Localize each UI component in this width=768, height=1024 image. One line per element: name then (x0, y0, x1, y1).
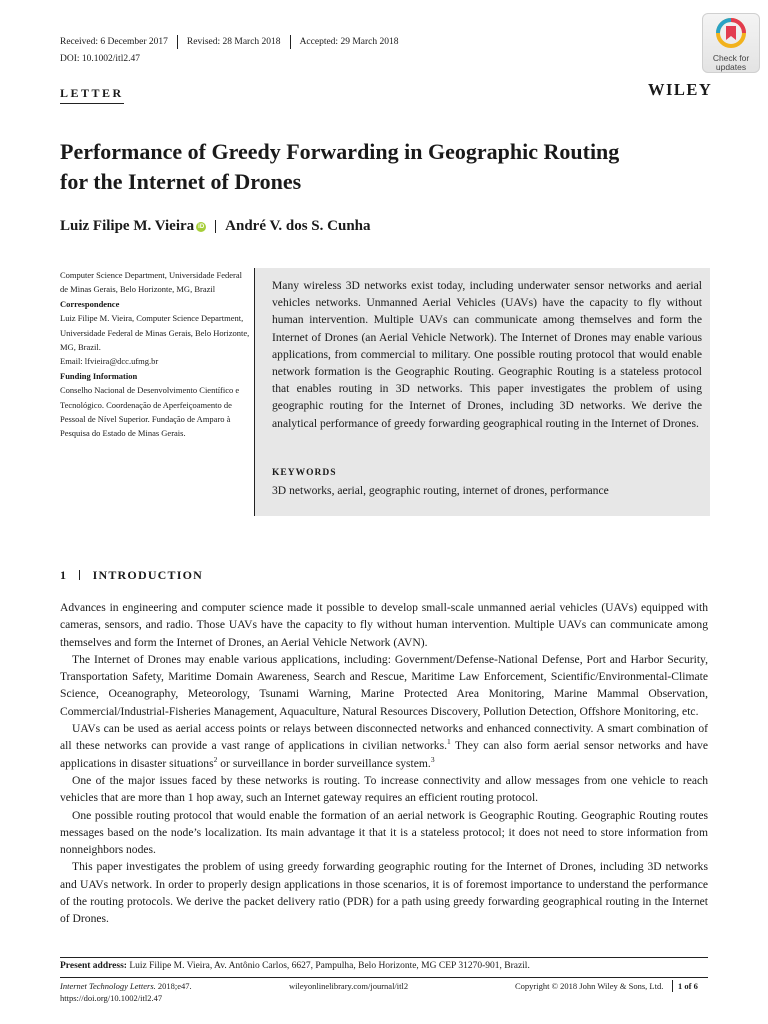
paragraph: UAVs can be used as aerial access points or relays between disconnected networks and enhanced connectivity. A smart combination of all these networks can provide a vast range of applications in civilian networks.$^1$ They can also form aerial sensor networks and have applications in disaster situations$^2$ or surveillance in border surveillance system.$^3$ (60, 722, 708, 770)
paper-title: Performance of Greedy Forwarding in Geographic Routing for the Internet of Drones (60, 139, 620, 194)
author-name[interactable]: André V. dos S. Cunha (225, 218, 371, 234)
affiliation-column (60, 268, 250, 441)
received-date: Received: 6 December 2017 (60, 37, 168, 47)
abstract-box (254, 268, 710, 516)
correspondence-heading: Correspondence (60, 298, 120, 309)
paragraph: One possible routing protocol that would enable the formation of an aerial network is Geographic Routing. Geographic Routing routes messages based on the node’s localization. Its main advantage it that it is a stateless protocol; it does not need to store information from nonneighbors nodes. (60, 808, 708, 857)
copyright: Copyright © 2018 John Wiley & Sons, Ltd. (515, 981, 664, 991)
publisher-logo: WILEY (648, 80, 713, 99)
section-number: 1 (60, 568, 68, 582)
revised-date: Revised: 28 March 2018 (186, 37, 281, 47)
body-text (60, 599, 708, 928)
accepted-date: Accepted: 29 March 2018 (299, 37, 399, 47)
check-updates-icon (716, 18, 746, 48)
citation-link[interactable]: 1 (446, 737, 451, 747)
paragraph: Advances in engineering and computer science made it possible to develop small-scale unmanned aerial vehicles (UAVs) equipped with cameras, sensors, and radio. Those UAVs have the capacity to fly without human intervention. Multiple UAVs can communicate among themselves and form the Internet of Drones, an Aerial Vehicle Network (AVN). (60, 601, 708, 649)
paragraph: One of the major issues faced by these networks is routing. To increase connectivity and allow messages from one vehicle to reach vehicles that are more than 1 hop away, such an Internet gateway requires an efficient routing protocol. (60, 773, 708, 805)
orcid-icon[interactable]: iD (198, 223, 205, 230)
citation-link[interactable]: 2 (213, 754, 218, 764)
check-updates-label: Check for updates (712, 53, 750, 72)
correspondence-text: Luiz Filipe M. Vieira, Computer Science Department, Universidade Federal de Minas Gerais, Belo Horizonte, MG, Brazil. (60, 313, 250, 353)
author-divider (215, 220, 216, 233)
journal-site-link[interactable]: wileyonlinelibrary.com/journal/itl2 (289, 981, 409, 991)
doi: DOI: 10.1002/itl2.47 (60, 54, 140, 64)
author-name[interactable]: Luiz Filipe M. Vieira (60, 218, 195, 234)
section-title: INTRODUCTION (92, 568, 204, 582)
author-list (60, 218, 371, 235)
citation-link[interactable]: 3 (430, 754, 435, 764)
footer-divider (60, 977, 708, 978)
funding-text: Conselho Nacional de Desenvolvimento Científico e Tecnológico. Coordenação de Aperfeiçoamento de Pessoal de Nível Superior. Fundação de Amparo à Pesquisa do Estado de Minas Gerais. (60, 385, 240, 439)
paragraph: The Internet of Drones may enable various applications, including: Government/Defense-National Defense, Port and Harbor Security, Transportation Safety, Maritime Domain Awareness, Search and Rescue, Maritime Law Enforcement, Scientific/Environmental-Climate Science, Oceanography, Meteorology, Tsunami Warning, Marine Protected Area Monitoring, Marine Mammal Observation, Commercial/Industrial-Fisheries Management, Aquaculture, Natural Resources Discovery, Pollution Detection, Offshore Monitoring, etc. (60, 652, 708, 718)
article-type: LETTER (60, 86, 124, 104)
abstract-text: Many wireless 3D networks exist today, including underwater sensor networks and aerial vehicles networks. Unmanned Aerial Vehicles (UAVs) have the capacity to fly without human intervention. Multiple UAVs can communicate among themselves and form the Internet of Drones (an Aerial Vehicle Network). The Internet of Drones may enable various applications, from commercial to military. One possible routing protocol that would enable network formation is the Geographic Routing. Geographic Routing is a stateless protocol that enables routing in 3D networks. This paper investigates the problem of using geographic routing for the Internet of Drones, including 3D networks. We derive the analytical performance of greedy forwarding geographical routing in the Internet of Drones. (272, 279, 702, 430)
citation-info: Internet Technology Letters. 2018;e47. https://doi.org/10.1002/itl2.47 (60, 981, 192, 1003)
section-divider (79, 570, 80, 580)
page-divider (672, 980, 673, 992)
funding-heading: Funding Information (60, 370, 138, 381)
email-link[interactable]: Email: lfvieira@dcc.ufmg.br (60, 356, 159, 367)
section-heading (60, 568, 203, 583)
check-for-updates-button[interactable] (702, 13, 760, 73)
article-dates (60, 35, 399, 49)
keywords-heading: KEYWORDS (272, 468, 337, 478)
date-divider (290, 35, 291, 49)
affiliation: Computer Science Department, Universidade Federal de Minas Gerais, Belo Horizonte, MG, Brazil (60, 270, 242, 295)
date-divider (177, 35, 178, 49)
paragraph: This paper investigates the problem of using greedy forwarding geographic routing for the Internet of Drones, including 3D networks and UAVs network. In order to properly design applications in those scenarios, it is of foremost importance to understand the performance of the routing protocols. We derive the packet delivery ratio (PDR) for a path using greedy forwarding geographical routing in the Internet of Drones. (60, 860, 708, 926)
page-number: 1 of 6 (678, 981, 698, 991)
footer-divider (60, 957, 708, 958)
present-address: Present address: Luiz Filipe M. Vieira, Av. Antônio Carlos, 6627, Pampulha, Belo Horizonte, MG CEP 31270-901, Brazil. (60, 961, 530, 971)
keywords-list: 3D networks, aerial, geographic routing, internet of drones, performance (272, 484, 609, 497)
doi-link[interactable]: https://doi.org/10.1002/itl2.47 (60, 993, 163, 1003)
